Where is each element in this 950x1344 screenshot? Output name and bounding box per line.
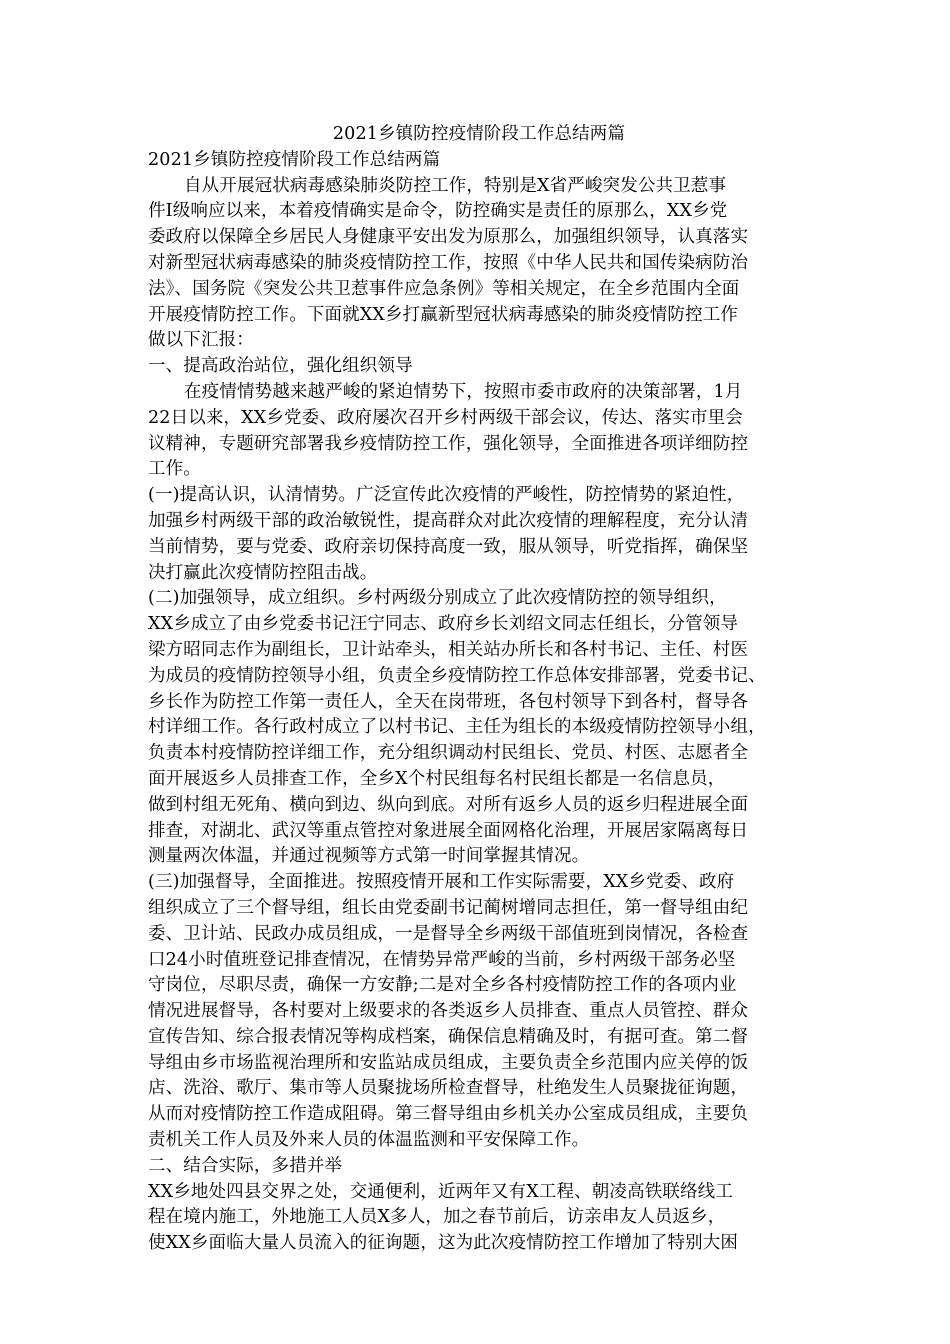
paragraph-line: 法》、国务院《突发公共卫惹事件应急条例》等相关规定，在全乡范围内全面: [148, 278, 740, 299]
paragraph-line: 店、洗浴、歌厅、集市等人员聚拢场所检查督导，杜绝发生人员聚拢征询题，: [148, 1078, 749, 1099]
paragraph-line: 责机关工作人员及外来人员的体温监测和平安保障工作。: [148, 1130, 590, 1151]
paragraph-line: 对新型冠状病毒感染的肺炎疫情防控工作，按照《中华人民共和国传染病防治: [148, 252, 749, 273]
paragraph-line: 组织成立了三个督导组，组长由党委副书记蔺树增同志担任，第一督导组由纪: [148, 897, 749, 918]
paragraph-line: 做以下汇报：: [148, 330, 254, 351]
paragraph-line: 议精神，专题研究部署我乡疫情防控工作，强化领导，全面推进各项详细防控: [148, 433, 749, 454]
paragraph-line: 使XX乡面临大量人员流入的征询题，这为此次疫情防控工作增加了特别大困: [148, 1233, 739, 1254]
paragraph-line: 在疫情情势越来越严峻的紧迫情势下，按照市委市政府的决策部署，1月: [184, 381, 743, 402]
paragraph-line: 村详细工作。各行政村成立了以村书记、主任为组长的本级疫情防控领导小组，: [148, 717, 766, 738]
document-title: 2021乡镇防控疫情阶段工作总结两篇: [332, 124, 626, 144]
paragraph-line: XX乡成立了由乡党委书记汪宁同志、政府乡长刘绍文同志任组长，分管领导: [148, 614, 739, 635]
paragraph-line: 加强乡村两级干部的政治敏锐性，提高群众对此次疫情的理解程度，充分认清: [148, 510, 749, 531]
paragraph-line: 从而对疫情防控工作造成阻碍。第三督导组由乡机关办公室成员组成，主要负: [148, 1104, 749, 1125]
section-heading: 一、提高政治站位，强化组织领导: [148, 356, 413, 377]
paragraph-line: 委政府以保障全乡居民人身健康平安出发为原那么，加强组织领导，认真落实: [148, 227, 749, 248]
paragraph-line: 决打赢此次疫情防控阻击战。: [148, 562, 378, 583]
paragraph-line: 自从开展冠状病毒感染肺炎防控工作，特别是X省严峻突发公共卫惹事: [184, 175, 727, 196]
paragraph-line: 委、卫计站、民政办成员组成，一是督导全乡两级干部值班到岗情况，各检查: [148, 923, 749, 944]
paragraph-line: 开展疫情防控工作。下面就XX乡打赢新型冠状病毒感染的肺炎疫情防控工作: [148, 304, 739, 325]
paragraph-line: 面开展返乡人员排查工作，全乡X个村民组每名村民组长都是一名信息员，: [148, 768, 726, 789]
paragraph-line: 程在境内施工，外地施工人员X多人，加之春节前后，访亲串友人员返乡，: [148, 1207, 726, 1228]
paragraph-line: 梁方昭同志作为副组长，卫计站牵头，相关站办所长和各村书记、主任、村医: [148, 639, 749, 660]
paragraph-line: 当前情势，要与党委、政府亲切保持高度一致，服从领导，听党指挥，确保坚: [148, 536, 749, 557]
paragraph-line: (二)加强领导，成立组织。乡村两级分别成立了此次疫情防控的领导组织，: [148, 588, 727, 609]
paragraph-line: 情况进展督导，各村要对上级要求的各类返乡人员排查、重点人员管控、群众: [148, 1001, 749, 1022]
paragraph-line: 件Ⅰ级响应以来，本着疫情确实是命令，防控确实是责任的原那么，XX乡党: [148, 201, 728, 222]
paragraph-line: 口24小时值班登记排查情况，在情势异常严峻的当前，乡村两级干部务必坚: [148, 949, 736, 970]
paragraph-line: 排查，对湖北、武汉等重点管控对象进展全面网格化治理，开展居家隔离每日: [148, 820, 749, 841]
document-body: [148, 122, 810, 1257]
paragraph-line: 乡长作为防控工作第一责任人，全天在岗带班，各包村领导下到各村，督导各: [148, 691, 749, 712]
paragraph-line: 导组由乡市场监视治理所和安监站成员组成，主要负责全乡范围内应关停的饭: [148, 1052, 749, 1073]
section-heading: 二、结合实际，多措并举: [148, 1155, 343, 1176]
paragraph-line: (三)加强督导，全面推进。按照疫情开展和工作实际需要，XX乡党委、政府: [148, 872, 735, 893]
paragraph-line: 工作。: [148, 459, 201, 480]
paragraph-line: (一)提高认识，认清情势。广泛宣传此次疫情的严峻性，防控情势的紧迫性，: [148, 485, 745, 506]
paragraph-line: 做到村组无死角、横向到边、纵向到底。对所有返乡人员的返乡归程进展全面: [148, 794, 749, 815]
paragraph-line: XX乡地处四县交界之处，交通便利，近两年又有X工程、朝凌高铁联络线工: [148, 1181, 733, 1202]
paragraph-line: 为成员的疫情防控领导小组，负责全乡疫情防控工作总体安排部署，党委书记、: [148, 665, 766, 686]
document-subtitle: 2021乡镇防控疫情阶段工作总结两篇: [148, 149, 441, 170]
paragraph-line: 守岗位，尽职尽责，确保一方安静;二是对全乡各村疫情防控工作的各项内业: [148, 975, 737, 996]
paragraph-line: 负责本村疫情防控详细工作，充分组织调动村民组长、党员、村医、志愿者全: [148, 743, 749, 764]
paragraph-line: 22日以来，XX乡党委、政府屡次召开乡村两级干部会议，传达、落实市里会: [148, 407, 743, 428]
paragraph-line: 测量两次体温，并通过视频等方式第一时间掌握其情况。: [148, 846, 590, 867]
paragraph-line: 宣传告知、综合报表情况等构成档案，确保信息精确及时，有据可查。第二督: [148, 1026, 749, 1047]
